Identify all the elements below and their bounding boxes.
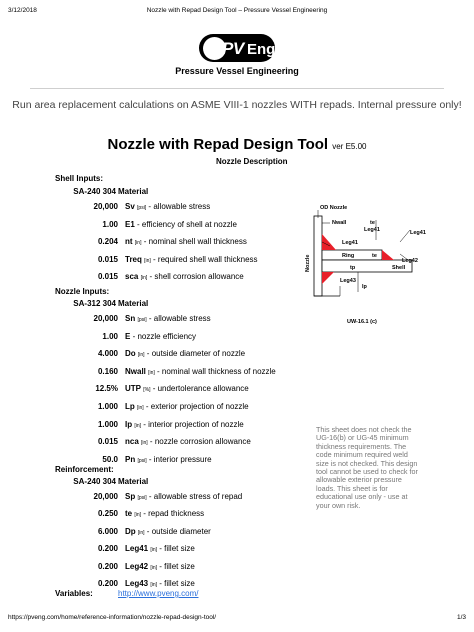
variable-unit: [in] [150,547,158,554]
variable-name: te [125,509,133,519]
variable-name: Leg41 [125,544,149,554]
variable-unit: [in] [137,529,145,536]
divider [30,88,444,89]
nozzle-material-value[interactable]: SA-312 304 [73,299,116,308]
shell-nt-label [125,237,247,246]
variable-name: Sv [125,202,135,211]
shell-inputs-heading: Shell Inputs: [55,174,103,183]
variable-description: - fillet size [157,544,195,554]
shell-nt-value[interactable]: 0.204 [97,237,118,246]
variable-description: - required shell wall thickness [150,254,258,264]
variable-description: - outside diameter of nozzle [144,349,246,359]
nozzle-e-value[interactable]: 1.00 [102,331,118,341]
nozzle-wall-shape [314,216,322,296]
nozzle-lp-label [125,402,249,411]
variable-name: sca [125,272,139,281]
shell-sca-value[interactable]: 0.015 [97,272,118,281]
variable-unit: [psi] [137,457,147,464]
footer-page: 1/3 [456,614,466,621]
variable-name: Ip [125,419,133,429]
shell-treq-value[interactable]: 0.015 [97,254,118,264]
variable-name: Do [125,349,136,359]
intro-text: Run area replacement calculations on ASME VIII-1 nozzles WITH repads. Internal pressure only! [12,99,462,111]
variable-name: Pn [125,454,136,464]
print-date: 3/12/2018 [8,7,37,14]
nozzle-e-label [125,332,196,341]
variable-description: - allowable stress of repad [146,492,243,501]
repad-sp-label [125,492,242,501]
variable-name: Sp [125,492,136,501]
variable-description: - repad thickness [141,509,205,519]
repad-material-value[interactable]: SA-240 304 [73,477,116,486]
variable-unit: [in] [144,257,151,264]
variable-name: Sn [125,314,136,323]
repad-leg42-label [125,562,195,571]
nozzle-material-label: Material [118,299,149,308]
variable-description: - nozzle efficiency [132,331,197,341]
variable-description: - allowable stress [146,202,211,211]
nozzle-sn-label [125,314,211,323]
title-version: ver E5.00 [332,142,367,151]
nozzle-weld-diagram [300,196,440,331]
variable-name: nca [125,437,139,447]
variable-name: Lp [125,402,135,411]
variable-unit: [in] [148,369,155,376]
variable-description: - interior projection of nozzle [141,419,244,429]
shell-sca-label [125,272,244,281]
repad-leg41-label [125,544,195,553]
variable-description: - undertolerance allowance [150,384,249,394]
repad-leg43-value[interactable]: 0.200 [97,579,118,588]
label-leg41: Leg41 [342,240,358,246]
variable-description: - allowable stress [146,314,211,323]
label-nwall: Nwall [332,220,347,226]
repad-dp-label [125,527,211,536]
variable-description: - fillet size [157,561,195,571]
shell-material-value[interactable]: SA-240 304 [73,187,116,196]
nozzle-do-label [125,349,245,358]
variable-name: nt [125,237,133,246]
shell-sv-label [125,202,210,211]
nozzle-nwall-value[interactable]: 0.160 [97,366,118,376]
repad-material-label: Material [118,477,149,486]
shell-treq-label [125,255,258,264]
label-shell: Shell [392,265,406,271]
page-title [0,136,474,153]
logo-tagline: Pressure Vessel Engineering [175,66,299,76]
nozzle-pn-label [125,455,212,464]
variable-description: - nominal shell wall thickness [141,237,247,246]
variable-name: Leg43 [125,579,149,588]
label-leg41-right: Leg41 [410,230,426,236]
nozzle-do-value[interactable]: 4.000 [97,349,118,359]
repad-leg42-value[interactable]: 0.200 [97,561,118,571]
nozzle-inputs-heading: Nozzle Inputs: [55,287,110,296]
variable-description: - exterior projection of nozzle [143,402,249,411]
shell-e1-value[interactable]: 1.00 [102,219,118,229]
variable-name: Leg42 [125,561,149,571]
nozzle-pn-value[interactable]: 50.0 [102,454,118,464]
nozzle-utp-value[interactable]: 12.5% [95,384,118,394]
repad-leg43-label [125,579,195,588]
shell-e1-label [125,220,237,229]
variable-name: UTP [125,384,141,394]
variable-unit: [in] [137,405,144,411]
print-page-title: Nozzle with Repad Design Tool – Pressure Vessel Engineering [146,7,328,14]
nozzle-nca-label [125,437,251,446]
label-ring: Ring [342,253,355,259]
repad-te-value[interactable]: 0.250 [97,509,118,519]
variable-name: Treq [125,254,142,264]
title-main: Nozzle with Repad Design Tool [107,136,329,153]
variable-name: Nwall [125,366,146,376]
variable-description: - fillet size [157,579,195,588]
disclaimer-note: This sheet does not check the UG-16(b) or UG-45 minimum thickness requirements. The code minimum required weld size is not checked. This design tool cannot be used to check for allowable exterior pressure loads. This sheet is for educational use only - use at your own risk. [316,425,418,510]
nozzle-utp-label [125,384,249,393]
variable-unit: [psi] [137,205,147,211]
label-leg41-top: Leg41 [364,227,380,233]
variable-name: E1 [125,219,135,229]
repad-dp-value[interactable]: 6.000 [97,526,118,536]
leg41-weld-shape [322,234,336,250]
variable-description: - interior pressure [146,454,212,464]
variable-description: - efficiency of shell at nozzle [137,219,237,229]
nozzle-ip-value[interactable]: 1.000 [97,419,118,429]
label-tp: tp [350,265,356,271]
nozzle-nca-value[interactable]: 0.015 [97,437,118,447]
variable-description: - nozzle corrosion allowance [147,437,251,447]
variable-name: Dp [125,526,136,536]
variable-unit: [in] [141,440,148,447]
label-te2: te [372,253,377,259]
shell-material-label: Material [118,187,149,196]
nozzle-nwall-label [125,367,276,376]
variable-description: - outside diameter [144,526,211,536]
label-lp: lp [362,284,367,290]
nozzle-description-label: Nozzle Description [216,157,288,166]
logo-eng-text: Eng [247,41,276,58]
variable-unit: [in] [134,512,142,519]
footer-url: https://pveng.com/home/reference-information/nozzle-repad-design-tool/ [8,614,217,621]
variable-description: - nominal wall thickness of nozzle [154,366,276,376]
variable-description: - shell corrosion allowance [147,272,244,281]
repad-leg41-value[interactable]: 0.200 [97,544,118,554]
repad-sp-value[interactable]: 20,000 [93,492,118,501]
variable-unit: [in] [140,275,148,281]
variables-label: Variables: [55,589,93,598]
label-leg43: Leg43 [340,278,356,284]
nozzle-lp-value[interactable]: 1.000 [97,402,118,411]
label-te: te [370,220,375,226]
variable-unit: [in] [137,352,145,359]
variable-unit: [in] [150,564,158,571]
nozzle-sn-value[interactable]: 20,000 [93,314,118,323]
leg43-weld-shape [322,272,334,284]
variable-unit: [in] [134,422,142,429]
pveng-link[interactable]: http://www.pveng.com/ [118,589,199,598]
nozzle-ip-label [125,420,244,429]
label-leg42: Leg42 [402,258,418,264]
variable-unit: [in] [134,240,142,246]
variable-unit: [in] [150,582,158,588]
logo-pv-text: PV [222,39,244,58]
variable-name: E [125,331,131,341]
label-caption: UW-16.1 (c) [347,319,377,325]
leg42-weld-shape [382,250,394,260]
variable-unit: [psi] [137,317,147,323]
label-od-nozzle: OD Nozzle [320,205,348,211]
reinforcement-heading: Reinforcement: [55,465,114,474]
variable-unit: [%] [143,387,151,394]
repad-te-label [125,509,204,518]
shell-sv-value[interactable]: 20,000 [93,202,118,211]
label-nozzle: Nozzle [305,254,311,272]
variable-unit: [psi] [137,495,147,501]
